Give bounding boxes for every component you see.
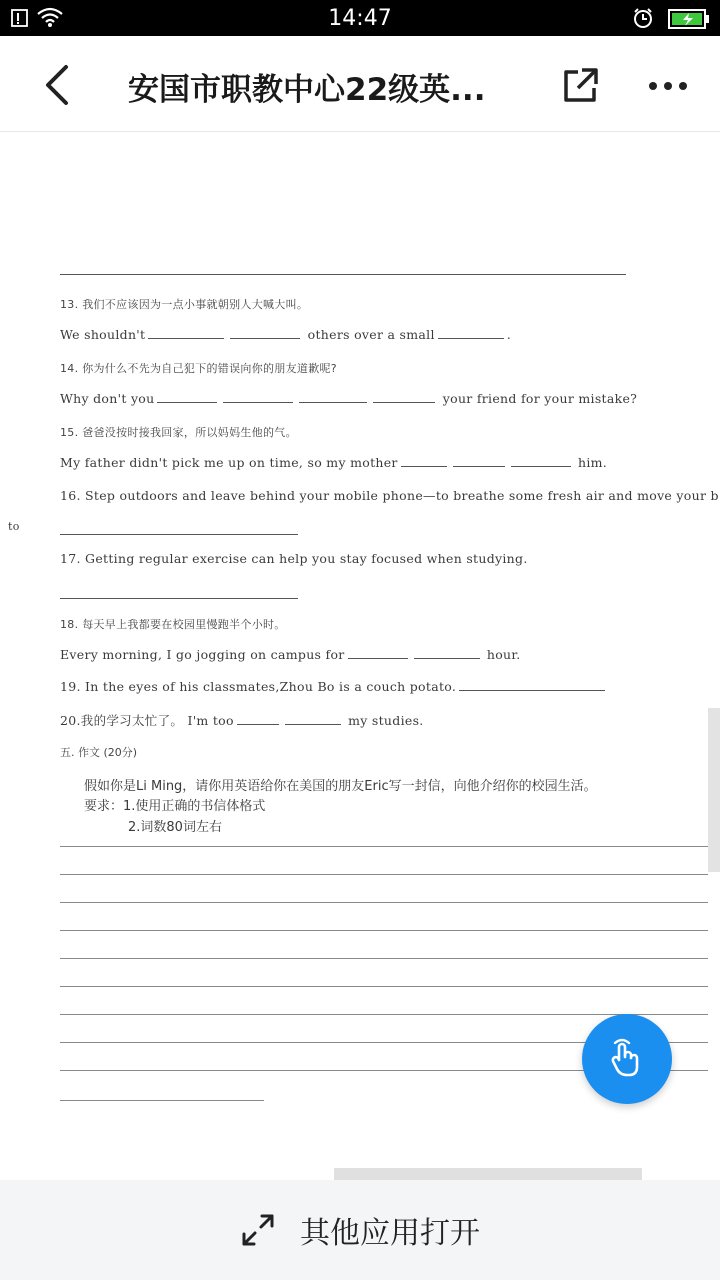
horizontal-scrollbar[interactable] <box>334 1168 642 1180</box>
page-title: 安国市职教中心22级英... <box>128 72 486 108</box>
vertical-scrollbar[interactable] <box>708 708 720 872</box>
status-time: 14:47 <box>328 6 392 31</box>
tap-gesture-button[interactable] <box>582 1014 672 1104</box>
q20-sentence <box>60 711 424 729</box>
q13-sentence <box>60 327 511 342</box>
essay-line <box>60 986 708 987</box>
essay-prompt: 假如你是Li Ming，请你用英语给你在美国的朋友Eric写一封信，向他介绍你的校园生活。 <box>84 779 597 794</box>
q18-text-b: hour. <box>486 647 521 662</box>
essay-line <box>60 930 708 931</box>
q13-text-b: others over a small <box>307 327 435 342</box>
q15-text-a: My father didn't pick me up on time, so my mother <box>60 455 398 470</box>
essay-requirement-2: 2.词数80词左右 <box>128 820 222 835</box>
answer-line <box>60 274 626 275</box>
q13-text-a: We shouldn't <box>60 327 146 342</box>
q15-chinese: 15. 爸爸没按时接我回家，所以妈妈生他的气。 <box>60 426 297 439</box>
essay-requirement-1: 要求：1.使用正确的书信体格式 <box>84 799 266 814</box>
essay-line <box>60 1014 708 1015</box>
q17-sentence: 17. Getting regular exercise can help you stay focused when studying. <box>60 551 528 566</box>
q18-chinese: 18. 每天早上我都要在校园里慢跑半个小时。 <box>60 618 286 631</box>
more-button[interactable] <box>640 62 696 110</box>
q13-chinese: 13. 我们不应该因为一点小事就朝别人大喊大叫。 <box>60 298 309 311</box>
q18-text-a: Every morning, I go jogging on campus for <box>60 647 345 662</box>
open-with-label: 其他应用打开 <box>300 1216 480 1251</box>
share-icon <box>560 66 600 106</box>
more-icon <box>648 81 688 91</box>
q14-sentence <box>60 391 637 406</box>
q14-chinese: 14. 你为什么不先为自己犯下的错误向你的朋友道歉呢? <box>60 362 337 375</box>
expand-arrows-icon <box>240 1212 276 1248</box>
q20-text-b: my studies. <box>348 713 424 728</box>
back-arrow-icon <box>42 64 72 106</box>
battery-charging-icon <box>668 9 710 34</box>
q14-text-a: Why don't you <box>60 391 155 406</box>
q20-text-a: 20.我的学习太忙了。 I'm too <box>60 713 234 728</box>
q16-wrap: to <box>8 520 20 533</box>
answer-line <box>60 598 298 599</box>
q19-text: 19. In the eyes of his classmates,Zhou Bo is a couch potato. <box>60 679 457 694</box>
back-button[interactable] <box>30 58 84 112</box>
essay-line <box>60 902 708 903</box>
q18-sentence <box>60 647 521 662</box>
hand-tap-icon <box>605 1037 649 1081</box>
essay-line <box>60 1100 264 1101</box>
essay-line <box>60 874 708 875</box>
q15-sentence <box>60 455 607 470</box>
q16-sentence: 16. Step outdoors and leave behind your mobile phone—to breathe some fresh air and move your b <box>60 488 719 503</box>
q13-text-c: . <box>506 327 512 342</box>
share-button[interactable] <box>556 62 604 110</box>
answer-line <box>60 534 298 535</box>
app-header <box>0 36 720 132</box>
essay-line <box>60 846 708 847</box>
q19-sentence <box>60 679 608 694</box>
q14-text-b: your friend for your mistake? <box>442 391 638 406</box>
status-bar <box>0 0 720 36</box>
section-heading: 五. 作文 (20分) <box>60 746 138 759</box>
open-with-other-app-button[interactable] <box>0 1180 720 1280</box>
q15-text-b: him. <box>578 455 608 470</box>
essay-line <box>60 958 708 959</box>
alarm-icon <box>632 7 654 34</box>
